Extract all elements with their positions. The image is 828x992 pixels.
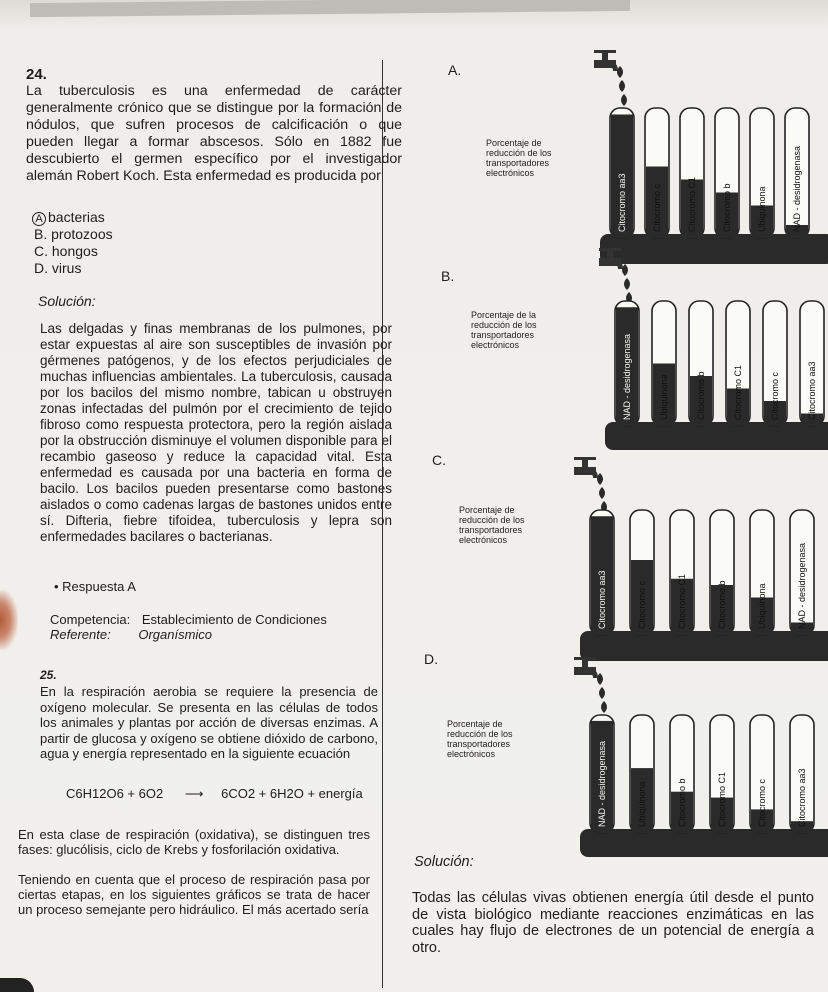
tube-category-label: Ubiquinona [757,583,767,629]
chart-axis-title: Porcentaje de reducción de los transportadores electrónicos [486,138,552,178]
tube-category-label: Citocromo C1 [687,176,697,232]
competencia-label: Competencia: [50,612,131,627]
water-drop [619,80,625,92]
chart-svg [570,455,828,675]
chart-panel-letter: C. [432,452,446,468]
tube-category-label: Citocromo c [757,778,767,827]
chart-axis-title: Porcentaje de la reducción de los transportadores electrónicos [471,310,537,350]
option-d[interactable] [34,260,81,276]
question-25-para2: En esta clase de respiración (oxidativa), se distinguen tres fases: glucólisis, ciclo de Krebs y fosforilación oxidativa. [18,827,370,857]
tube-category-label: Citocromo C1 [677,573,687,629]
tube-category-label: Citocromo c [637,580,647,629]
option-b-letter: B. [34,226,48,242]
water-drop [599,487,605,499]
water-drop [597,473,603,485]
referente-label: Referente: [50,627,111,642]
question-25-number: 25. [40,668,57,682]
tube-category-label: Citocromo b [677,778,687,827]
answer-24: • Respuesta A [54,579,136,594]
referente-row [50,627,212,642]
tube-category-label: Ubiquinona [637,781,647,827]
chart-panel-letter: A. [448,62,462,78]
competencia-row [50,612,327,627]
tube-category-label: Citocromo aa3 [597,570,607,629]
solution-24-title: Solución: [38,293,96,309]
tube-category-label: Citocromo b [717,580,727,629]
tube-category-label: Citocromo aa3 [797,768,807,827]
tube-category-label: Ubiquinona [659,374,669,420]
tube-category-label: Citocromo C1 [717,771,727,827]
page-number-corner [0,978,34,992]
answer-24-text: Respuesta A [62,579,136,594]
equation-left: C6H12O6 + 6O2 [66,786,164,801]
option-a-text: bacterias [48,209,105,225]
water-drop [617,66,623,78]
option-b[interactable] [34,226,113,242]
faucet-icon [594,50,618,71]
answer-mark-circle: A [32,212,46,226]
option-c-letter: C. [34,243,48,259]
tube-category-label: Citocromo aa3 [807,361,817,420]
water-drop [624,278,630,290]
tube-category-label: NAD - desidrogenasa [622,333,632,420]
tube-category-label: Citocromo b [696,371,706,420]
tube-category-label: NAD - desidrogenasa [797,542,807,629]
option-d-text: virus [51,260,82,276]
option-a[interactable] [32,209,105,226]
solution-25-title: Solución: [414,854,474,870]
water-drop [597,673,603,685]
question-25-intro: En la respiración aerobia se requiere la presencia de oxígeno molecular. Se presenta en las células de todos los animales y plantas por acción de diversas enzimas. A partir de glucosa y oxígeno se obtiene dióxido de carbono, agua y energía representado en la siguiente ecuación [40,684,378,761]
water-drop [599,687,605,699]
faucet-icon [574,657,598,678]
tube-category-label: Citocromo aa3 [617,173,627,232]
water-drop [622,264,628,276]
solution-25-text: Todas las células vivas obtienen energía útil desde el punto de vista biológico mediante reacciones enzimáticas en las cuales hay flujo de electrones de un potencial de energía a otro. [412,890,814,956]
chart-panel-letter: D. [424,651,438,667]
chart-svg [570,655,828,871]
equation-arrow: ⟶ [184,786,204,801]
water-drop [621,94,627,106]
faucet-icon [574,457,598,478]
tube-category-label: Citocromo C1 [733,364,743,420]
tube-category-label: Ubiquinona [757,186,767,232]
chart-axis-title: Porcentaje de reducción de los transportadores electrónicos [459,505,525,545]
chart-svg [590,48,828,278]
tube-category-label: NAD - desidrogenasa [792,145,802,232]
water-drop [601,701,607,713]
chart-axis-title: Porcentaje de reducción de los transportadores electrónicos [447,719,513,759]
question-24-text: La tuberculosis es una enfermedad de carácter generalmente crónico que se distingue por la formación de nódulos, que sufren procesos de calcificación o que pueden llegar a formar abscesos. Sólo en 1882 fue descubierto el germen específico por el investigador alemán Robert Koch. Esta enfermedad es producida por [26,83,402,184]
tube-category-label: NAD - desidrogenasa [597,740,607,827]
question-24-number: 24. [26,66,47,83]
solution-24-text: Las delgadas y finas membranas de los pulmones, por estar expuestas al aire son susceptibles de invasión por gérmenes patógenos, y de los efectos perjudiciales de muchas influencias ambientales. La tuberculosis, causada por los bacilos del mismo nombre, tabican u obstruyen zonas infectadas del pulmón por el crecimiento de tejido fibroso como respuesta protectora, pero la región aislada por la obstrucción disminuye el volumen disponible para el recambio gaseoso y reduce la capacidad vital. Esta enfermedad es causada por una bacteria en forma de bacilo. Los bacilos pueden presentarse como bastones aislados o como cadenas largas de bastones unidos entre sí. Difteria, fiebre tifoidea, tuberculosis y lepra son enfermedades bacilares o bacterianas. [40,321,392,544]
chart-svg [595,246,828,464]
base-pipe [580,829,828,857]
equation-right: 6CO2 + 6H2O + energía [221,786,363,801]
option-d-letter: D. [34,260,48,276]
chart-panel-letter: B. [441,268,455,284]
option-c-text: hongos [51,243,98,259]
page-top-edge [30,0,630,17]
equation [66,786,363,802]
tube-category-label: Citocromo c [770,371,780,420]
option-b-text: protozoos [51,226,113,242]
option-c[interactable] [34,243,98,259]
faucet-icon [599,248,623,269]
referente-value: Organísmico [138,627,213,642]
tube-category-label: Citocromo c [652,183,662,232]
competencia-value: Establecimiento de Condiciones [141,612,327,627]
finger-shadow [0,590,18,650]
tube-category-label: Citocromo b [722,183,732,232]
base-pipe [605,422,828,450]
question-25-para3: Teniendo en cuenta que el proceso de respiración pasa por ciertas etapas, en los siguientes gráficos se trata de hacer un proceso semejante pero hidráulico. El más acertado sería [18,872,370,917]
